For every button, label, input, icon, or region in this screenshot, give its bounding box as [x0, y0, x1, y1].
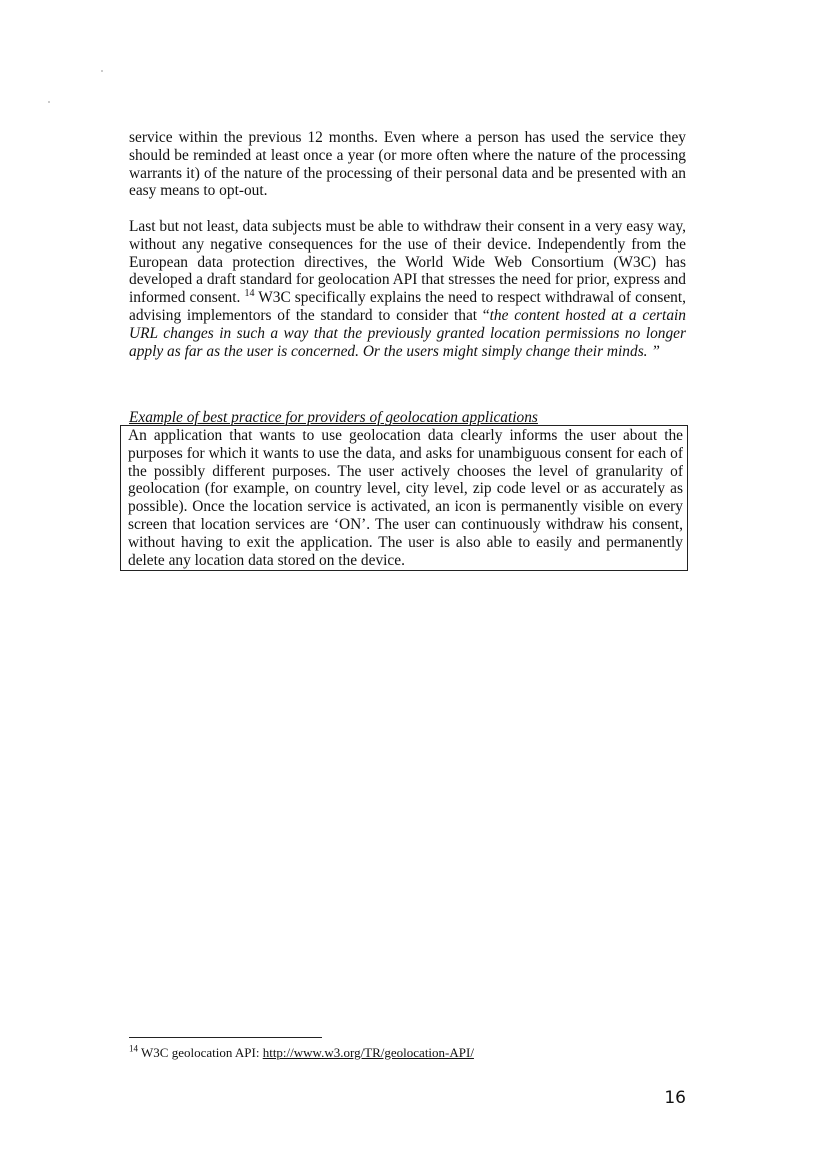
page-number: 16	[664, 1088, 686, 1108]
example-heading: Example of best practice for providers of geolocation applications	[129, 409, 538, 426]
paragraph-withdraw-consent	[129, 218, 686, 360]
footnote-text: W3C geolocation API:	[138, 1045, 263, 1060]
footnote-number: 14	[129, 1043, 138, 1054]
paragraph-text: Last but not least, data subjects must be able to withdraw their consent in a very easy way, without any negative consequences for the use of their device. Independently from the European data protection directives, the World Wide Web Consortium (W3C) has developed a draft standard for geolocation API that stresses the need for prior, express and informed consent.	[129, 218, 686, 307]
footnote-link[interactable]: http://www.w3.org/TR/geolocation-API/	[262, 1045, 474, 1060]
footnote-divider	[129, 1037, 322, 1038]
scan-speck	[101, 70, 103, 72]
w3c-quote: the content hosted at a certain URL changes in such a way that the previously granted location permissions no longer apply as far as the user is concerned. Or the users might simply change their minds. ”	[129, 306, 686, 360]
footnote	[129, 1045, 686, 1060]
best-practice-box	[120, 425, 688, 571]
paragraph-text: W3C specifically explains the need to respect withdrawal of consent, advising implementors of the standard to consider that “	[129, 289, 686, 324]
scan-speck	[48, 101, 50, 103]
paragraph-opt-out: service within the previous 12 months. Even where a person has used the service they should be reminded at least once a year (or more often where the nature of the processing warrants it) of the nature of the processing of their personal data and be presented with an easy means to opt-out.	[129, 129, 686, 200]
best-practice-text: An application that wants to use geolocation data clearly informs the user about the purposes for which it wants to use the data, and asks for unambiguous consent for each of the possibly different purposes. The user actively chooses the level of granularity of geolocation (for example, on country level, city level, zip code level or as accurately as possible). Once the location service is activated, an icon is permanently visible on every screen that location services are ‘ON’. The user can continuously withdraw his consent, without having to exit the application. The user is also able to easily and permanently delete any location data stored on the device.	[128, 427, 683, 569]
footnote-reference[interactable]: 14	[244, 288, 255, 300]
